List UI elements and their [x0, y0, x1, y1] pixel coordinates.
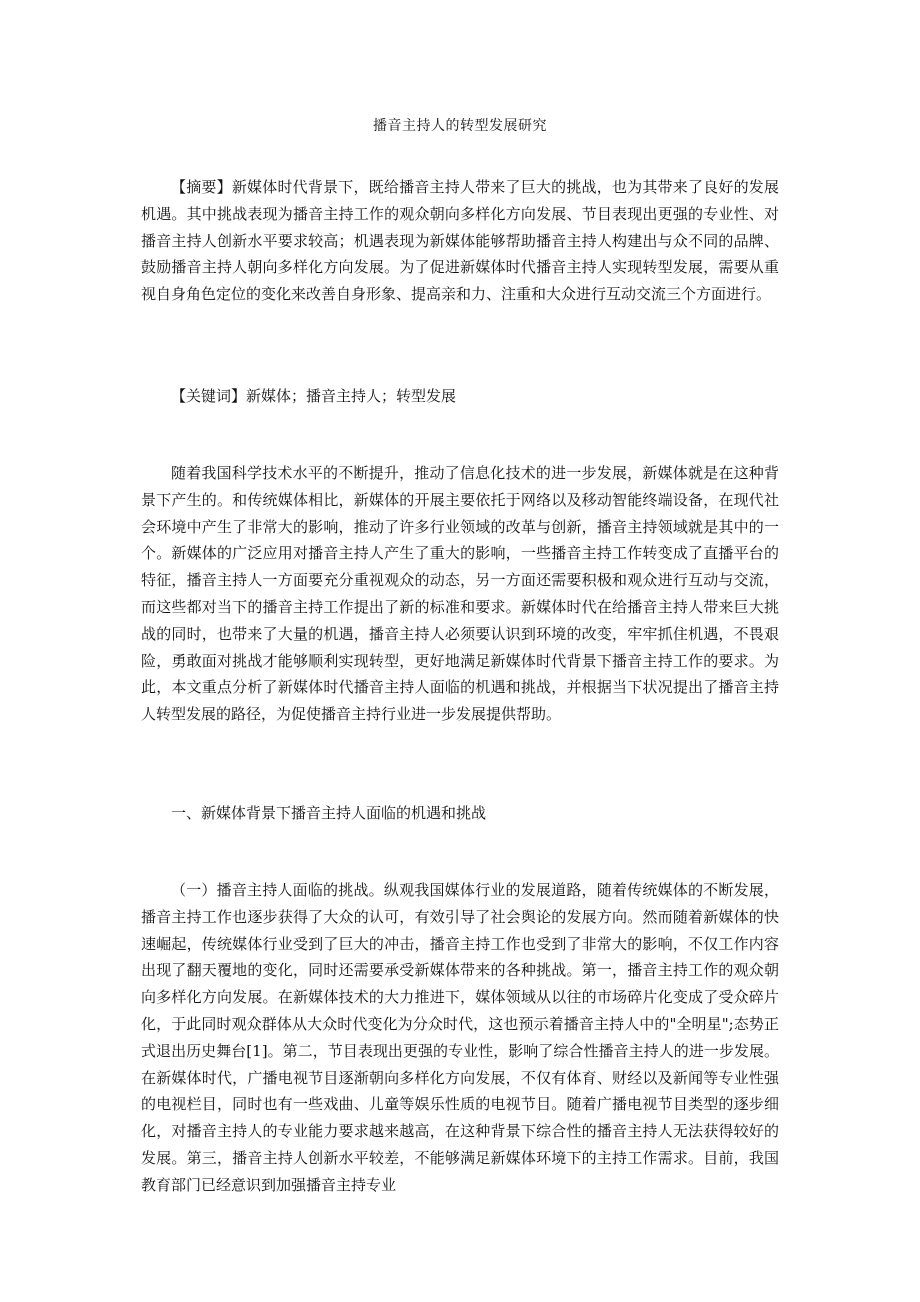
section-heading: 一、新媒体背景下播音主持人面临的机遇和挑战: [171, 804, 487, 822]
keywords-label: 【关键词】: [171, 387, 247, 405]
abstract-paragraph: [141, 174, 779, 308]
keywords-text: 新媒体；播音主持人；转型发展: [246, 387, 457, 405]
intro-paragraph: 随着我国科学技术水平的不断提升，推动了信息化技术的进一步发展，新媒体就是在这种背景下产生的。和传统媒体相比，新媒体的开展主要依托于网络以及移动智能终端设备，在现代社会环境中产生了非常大的影响，推动了许多行业领域的改革与创新，播音主持领域就是其中的一个。新媒体的广泛应用对播音主持人产生了重大的影响，一些播音主持工作转变成了直播平台的特征，播音主持人一方面要充分重视观众的动态，另一方面还需要积极和观众进行互动与交流，而这些都对当下的播音主持工作提出了新的标准和要求。新媒体时代在给播音主持人带来巨大挑战的同时，也带来了大量的机遇，播音主持人必须要认识到环境的改变，牢牢抓住机遇，不畏艰险，勇敢面对挑战才能够顺利实现转型，更好地满足新媒体时代背景下播音主持工作的要求。为此，本文重点分析了新媒体时代播音主持人面临的机遇和挑战，并根据当下状况提出了播音主持人转型发展的路径，为促使播音主持行业进一步发展提供帮助。: [141, 464, 779, 724]
abstract-label: 【摘要】: [171, 178, 232, 196]
subsection-paragraph: （一）播音主持人面临的挑战。纵观我国媒体行业的发展道路，随着传统媒体的不断发展，播音主持工作也逐步获得了大众的认可，有效引导了社会舆论的发展方向。然而随着新媒体的快速崛起，传统媒体行业受到了巨大的冲击，播音主持工作也受到了非常大的影响，不仅工作内容出现了翻天覆地的变化，同时还需要承受新媒体带来的各种挑战。第一，播音主持工作的观众朝向多样化方向发展。在新媒体技术的大力推进下，媒体领域从以往的市场碎片化变成了受众碎片化，于此同时观众群体从大众时代变化为分众时代，这也预示着播音主持人中的"全明星";态势正式退出历史舞台[1]。第二，节目表现出更强的专业性，影响了综合性播音主持人的进一步发展。在新媒体时代，广播电视节目逐渐朝向多样化方向发展，不仅有体育、财经以及新闻等专业性强的电视栏目，同时也有一些戏曲、儿童等娱乐性质的电视节目。随着广播电视节目类型的逐步细化，对播音主持人的专业能力要求越来越高，在这种背景下综合性的播音主持人无法获得较好的发展。第三，播音主持人创新水平较差，不能够满足新媒体环境下的主持工作需求。目前，我国教育部门已经意识到加强播音主持专业: [141, 881, 779, 1194]
document-title: 播音主持人的转型发展研究: [373, 118, 547, 134]
keywords-paragraph: [141, 383, 779, 410]
abstract-text: 新媒体时代背景下，既给播音主持人带来了巨大的挑战，也为其带来了良好的发展机遇。其中挑战表现为播音主持工作的观众朝向多样化方向发展、节目表现出更强的专业性、对播音主持人创新水平要求较高；机遇表现为新媒体能够帮助播音主持人构建出与众不同的品牌、鼓励播音主持人朝向多样化方向发展。为了促进新媒体时代播音主持人实现转型发展，需要从重视自身角色定位的变化来改善自身形象、提高亲和力、注重和大众进行互动交流三个方面进行。: [141, 178, 779, 304]
